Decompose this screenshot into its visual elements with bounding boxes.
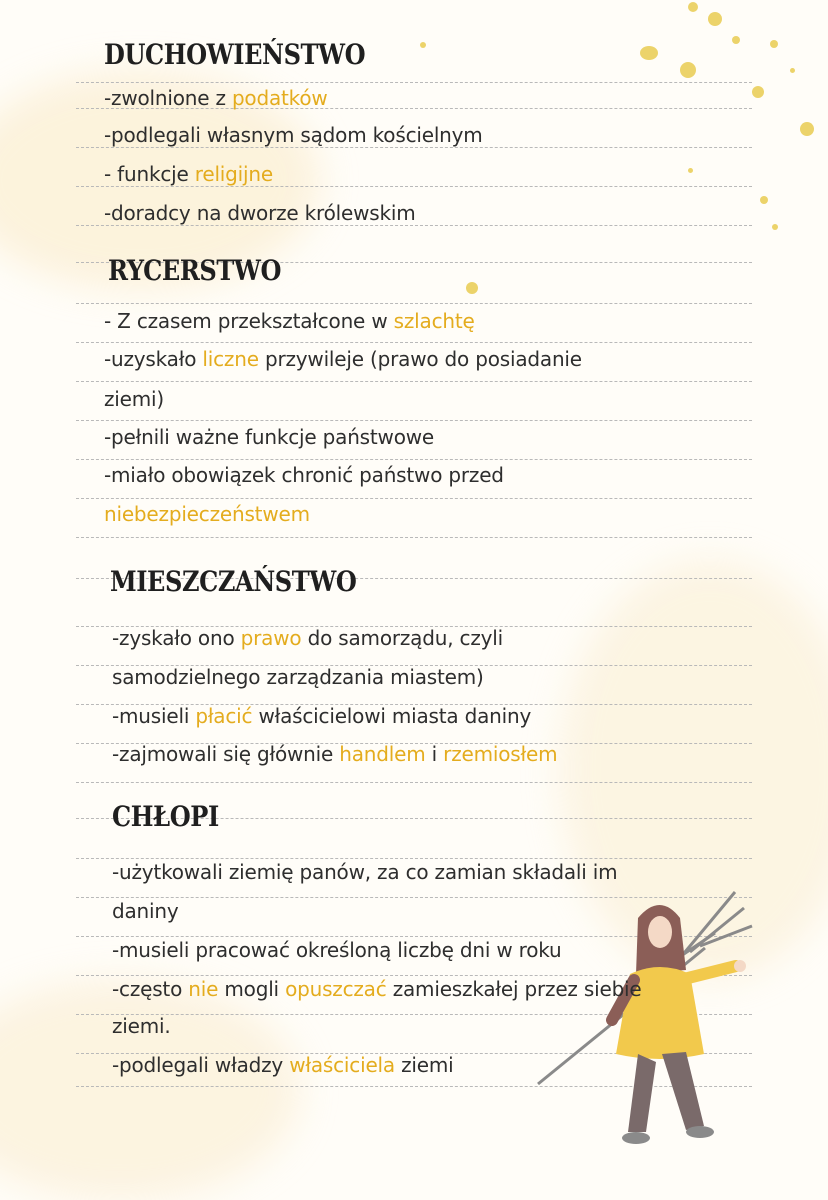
- highlighted-word: handlem: [339, 742, 426, 766]
- list-item: [112, 702, 531, 730]
- text-segment: -podlegali własnym sądom kościelnym: [104, 123, 483, 147]
- list-item: [112, 624, 503, 652]
- list-item: [104, 500, 310, 528]
- list-item: [112, 740, 557, 768]
- text-segment: -pełnili ważne funkcje państwowe: [104, 425, 434, 449]
- text-segment: daniny: [112, 899, 179, 923]
- list-item: [104, 121, 483, 149]
- text-segment: -zyskało ono: [112, 626, 241, 650]
- highlighted-word: prawo: [240, 626, 302, 650]
- text-segment: samodzielnego zarządzania miastem): [112, 665, 484, 689]
- text-segment: -musieli pracować określoną liczbę dni w roku: [112, 938, 562, 962]
- highlighted-word: rzemiosłem: [443, 742, 558, 766]
- text-segment: ziemi: [394, 1053, 454, 1077]
- text-segment: -uzyskało: [104, 347, 203, 371]
- text-segment: przywileje (prawo do posiadanie: [258, 347, 582, 371]
- list-item: [112, 663, 484, 691]
- text-segment: -zwolnione z: [104, 86, 232, 110]
- list-item: [104, 84, 328, 112]
- highlighted-word: religijne: [194, 162, 273, 186]
- list-item: [112, 858, 617, 886]
- text-segment: do samorządu, czyli: [301, 626, 503, 650]
- text-segment: -musieli: [112, 704, 196, 728]
- highlighted-word: nie: [188, 977, 219, 1001]
- highlighted-word: opuszczać: [285, 977, 387, 1001]
- text-segment: ziemi): [104, 387, 165, 411]
- section-title: CHŁOPI: [112, 800, 219, 833]
- list-item: [112, 1051, 454, 1079]
- highlighted-word: niebezpieczeństwem: [104, 502, 310, 526]
- text-segment: -często: [112, 977, 189, 1001]
- list-item: [112, 897, 179, 925]
- section-title: DUCHOWIEŃSTWO: [104, 38, 366, 71]
- section-title: RYCERSTWO: [108, 254, 282, 287]
- text-segment: zamieszkałej przez siebie: [386, 977, 642, 1001]
- text-segment: i: [425, 742, 444, 766]
- highlighted-word: płacić: [195, 704, 253, 728]
- text-segment: -doradcy na dworze królewskim: [104, 201, 416, 225]
- highlighted-word: szlachtę: [393, 309, 475, 333]
- highlighted-word: liczne: [202, 347, 259, 371]
- text-segment: ziemi.: [112, 1014, 171, 1038]
- list-item: [112, 975, 642, 1003]
- peasant-with-pitchfork-icon: [530, 888, 760, 1158]
- text-segment: -zajmowali się głównie: [112, 742, 340, 766]
- list-item: [104, 423, 434, 451]
- list-item: [104, 199, 416, 227]
- list-item: [104, 160, 273, 188]
- text-segment: -podlegali władzy: [112, 1053, 290, 1077]
- section-title: MIESZCZAŃSTWO: [110, 565, 357, 598]
- text-segment: -miało obowiązek chronić państwo przed: [104, 463, 504, 487]
- list-item: [104, 385, 164, 413]
- highlighted-word: właściciela: [289, 1053, 395, 1077]
- list-item: [104, 461, 504, 489]
- list-item: [104, 345, 582, 373]
- list-item: [104, 307, 475, 335]
- text-segment: - funkcje: [104, 162, 195, 186]
- text-segment: - Z czasem przekształcone w: [104, 309, 394, 333]
- highlighted-word: podatków: [231, 86, 328, 110]
- text-segment: -użytkowali ziemię panów, za co zamian składali im: [112, 860, 618, 884]
- list-item: [112, 936, 562, 964]
- list-item: [112, 1012, 171, 1040]
- text-segment: właścicielowi miasta daniny: [252, 704, 532, 728]
- text-segment: mogli: [218, 977, 286, 1001]
